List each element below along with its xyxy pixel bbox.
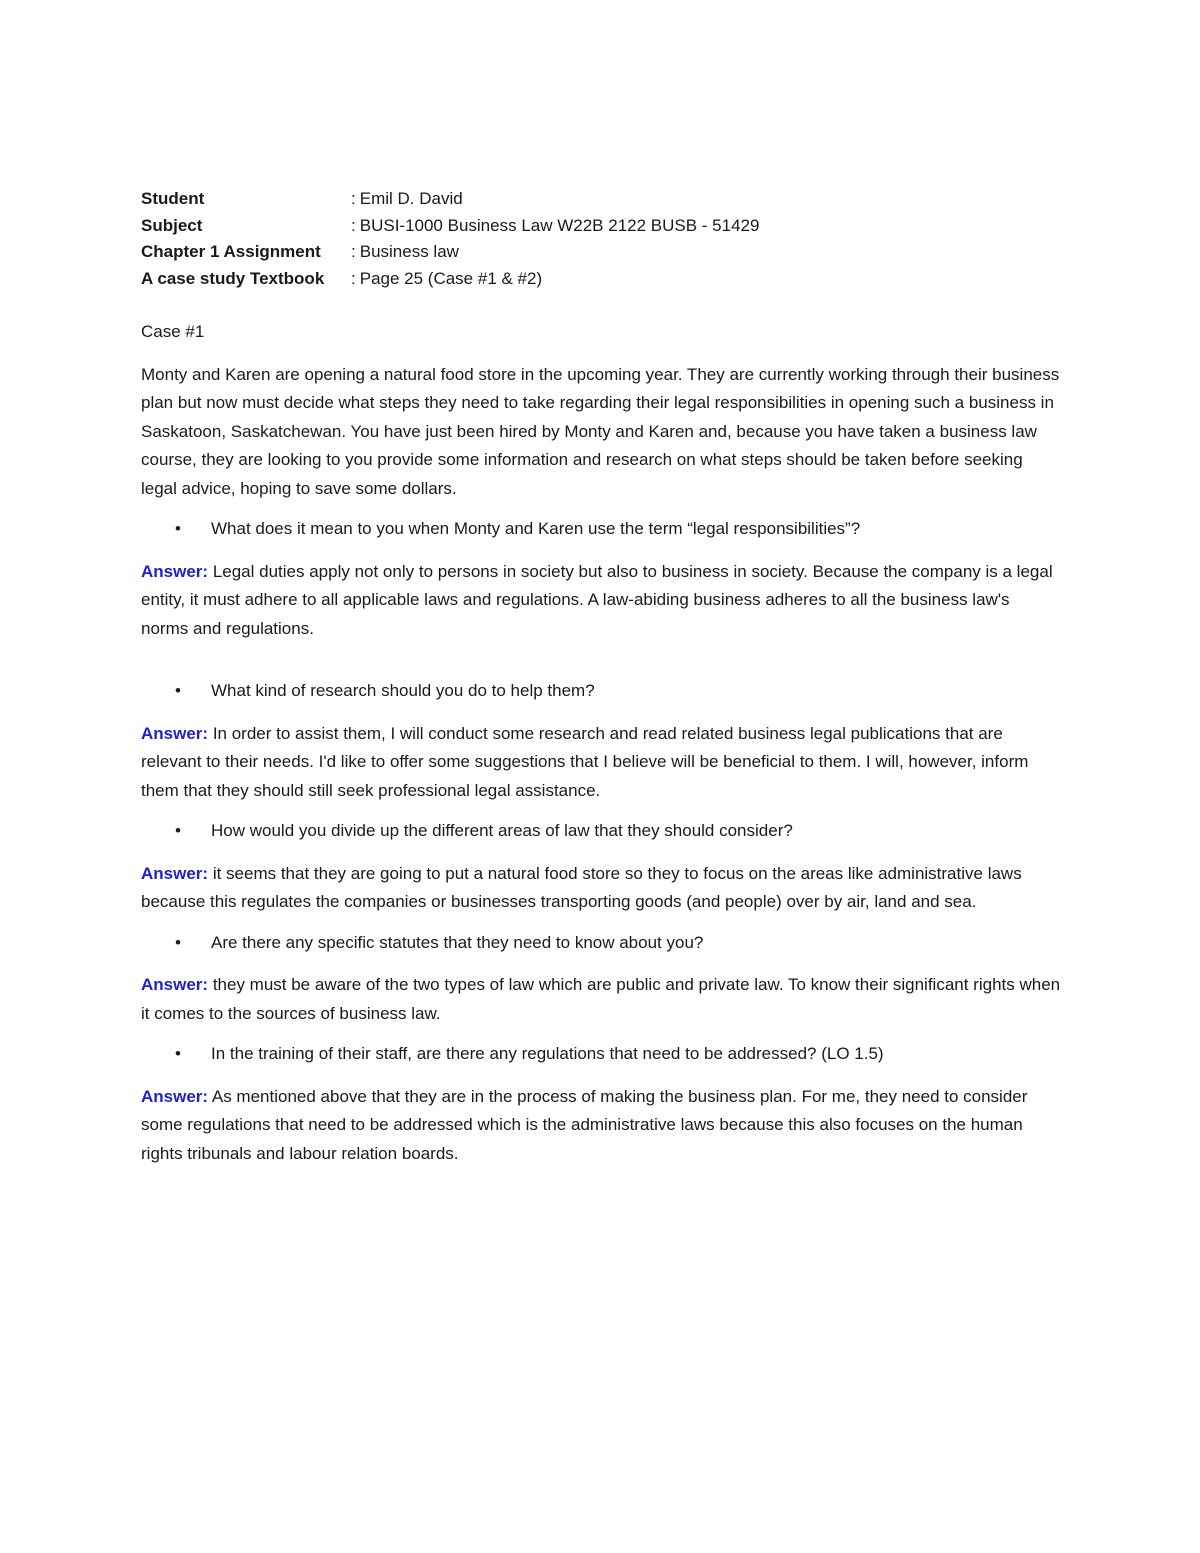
assignment-header-table [141,186,759,292]
answer-paragraph [141,720,1061,806]
answer-paragraph [141,860,1061,917]
answer-paragraph [141,971,1061,1028]
answer-text: they must be aware of the two types of law which are public and private law. To know their significant rights when it comes to the sources of business law. [141,975,1061,1023]
header-separator: : [351,268,356,288]
question-item [141,677,1061,706]
answer-label: Answer: [141,975,209,994]
bullet-icon: • [175,519,181,538]
header-key: Chapter 1 Assignment [141,242,321,261]
question-text: In the training of their staff, are there any regulations that need to be addressed? (LO 1.5) [211,1044,884,1063]
answer-paragraph [141,1083,1061,1169]
header-value [351,266,759,293]
header-value-text: Emil D. David [359,189,463,208]
answer-text: it seems that they are going to put a natural food store so they to focus on the areas like administrative laws because this regulates the companies or businesses transporting goods (and people) over by air, land and sea. [141,863,1022,911]
header-value [351,239,759,266]
answer-label: Answer: [141,561,209,581]
question-text: What kind of research should you do to help them? [211,681,595,700]
question-item [141,1040,1061,1069]
question-text: What does it mean to you when Monty and Karen use the term “legal responsibilities”? [211,519,861,538]
question-item [141,817,1061,846]
question-item [141,515,1061,544]
header-value-text: BUSI-1000 Business Law W22B 2122 BUSB - 51429 [359,215,760,235]
answer-text: Legal duties apply not only to persons in society but also to business in society. Because the company is a legal entity, it must adhere to all applicable laws and regulations. A law-abiding business adheres to all the business law's norms and regulations. [141,561,1053,638]
header-row-student [141,186,759,213]
header-key: Student [141,189,205,208]
header-value-text: Business law [359,242,459,261]
bullet-icon: • [175,681,181,700]
answer-label: Answer: [141,723,209,743]
header-separator: : [351,242,356,261]
header-separator: : [351,189,356,208]
bullet-icon: • [175,932,181,952]
document-page [141,186,1061,1168]
header-separator: : [351,215,356,235]
header-row-textbook [141,266,759,293]
header-key: Subject [141,215,203,235]
answer-label: Answer: [141,1086,209,1106]
header-row-assignment [141,239,759,266]
header-value [351,186,759,213]
question-text: Are there any specific statutes that they need to know about you? [211,932,704,952]
bullet-icon: • [175,821,181,840]
case-intro-paragraph: Monty and Karen are opening a natural food store in the upcoming year. They are currently working through their business plan but now must decide what steps they need to take regarding their legal responsibilities in opening such a business in Saskatoon, Saskatchewan. You have just been hired by Monty and Karen and, because you have taken a business law course, they are looking to you provide some information and research on what steps should be taken before seeking legal advice, hoping to save some dollars. [141,364,1060,498]
case-heading: Case #1 [141,322,205,341]
header-value-text: Page 25 (Case #1 & #2) [359,268,543,288]
header-row-subject [141,213,759,240]
answer-text: As mentioned above that they are in the process of making the business plan. For me, they need to consider some regulations that need to be addressed which is the administrative laws because this also focuses on the human rights tribunals and labour relation boards. [141,1086,1028,1163]
answer-label: Answer: [141,863,209,883]
answer-paragraph [141,558,1061,644]
question-item [141,929,1061,958]
header-key: A case study Textbook [141,268,325,288]
question-text: How would you divide up the different areas of law that they should consider? [211,821,793,840]
header-value [351,213,759,240]
answer-text: In order to assist them, I will conduct some research and read related business legal publications that are relevant to their needs. I'd like to offer some suggestions that I believe will be beneficial to them. I will, however, inform them that they should still seek professional legal assistance. [141,723,1029,800]
bullet-icon: • [175,1044,181,1063]
